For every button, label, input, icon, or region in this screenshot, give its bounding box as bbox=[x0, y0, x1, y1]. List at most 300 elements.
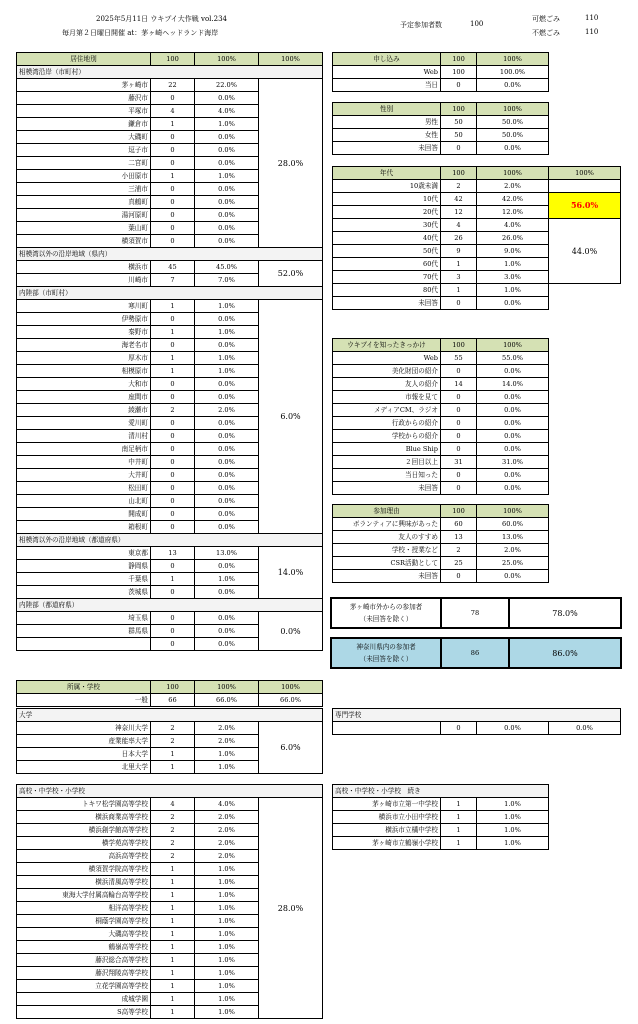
university-label: 北里大学 bbox=[17, 761, 151, 774]
inside-pref-note: （未回答を除く） bbox=[359, 655, 413, 663]
trigger-table bbox=[332, 338, 549, 495]
table-row bbox=[333, 469, 549, 482]
table-row bbox=[17, 79, 323, 92]
residence-count: 0 bbox=[151, 560, 195, 573]
age-count: 26 bbox=[441, 232, 477, 245]
age-label: 80代 bbox=[333, 284, 441, 297]
residence-group-title: 相模湾以外の沿岸地域（県内） bbox=[17, 248, 323, 261]
university-summary: 6.0% bbox=[259, 722, 323, 774]
residence-pct: 0.0% bbox=[195, 612, 259, 625]
age-label: 60代 bbox=[333, 258, 441, 271]
trigger-pct: 0.0% bbox=[477, 391, 549, 404]
inside-pref-label: 神奈川県内の参加者 bbox=[356, 643, 416, 651]
residence-pct: 0.0% bbox=[195, 339, 259, 352]
residence-label: 群馬県 bbox=[17, 625, 151, 638]
age-count: 9 bbox=[441, 245, 477, 258]
school-label: 立花学園高等学校 bbox=[17, 980, 151, 993]
school-pct: 1.0% bbox=[195, 1006, 259, 1019]
gender-count: 50 bbox=[441, 116, 477, 129]
residence-label: 小田原市 bbox=[17, 170, 151, 183]
age-pct: 9.0% bbox=[477, 245, 549, 258]
residence-label: 相模原市 bbox=[17, 365, 151, 378]
residence-label: 海老名市 bbox=[17, 339, 151, 352]
trigger-count: 0 bbox=[441, 391, 477, 404]
school-count: 2 bbox=[151, 824, 195, 837]
residence-label: 東京都 bbox=[17, 547, 151, 560]
outside-city-count: 78 bbox=[441, 598, 509, 628]
residence-count: 0 bbox=[151, 339, 195, 352]
residence-label: 静岡県 bbox=[17, 560, 151, 573]
trigger-count: 0 bbox=[441, 430, 477, 443]
residence-pct: 0.0% bbox=[195, 92, 259, 105]
reason-header-pct: 100% bbox=[477, 505, 549, 518]
residence-label: 真鶴町 bbox=[17, 196, 151, 209]
residence-pct: 0.0% bbox=[195, 131, 259, 144]
school-cont-label: 横浜市立橘中学校 bbox=[333, 824, 441, 837]
outside-city-label: 茅ヶ崎市外からの参加者 bbox=[349, 603, 423, 611]
residence-pct: 1.0% bbox=[195, 170, 259, 183]
table-row bbox=[333, 378, 549, 391]
table-row bbox=[333, 798, 549, 811]
residence-count: 1 bbox=[151, 573, 195, 586]
school-pct: 2.0% bbox=[195, 850, 259, 863]
age-pct: 1.0% bbox=[477, 284, 549, 297]
trigger-header-count: 100 bbox=[441, 339, 477, 352]
residence-pct: 22.0% bbox=[195, 79, 259, 92]
residence-label: 横浜市 bbox=[17, 261, 151, 274]
table-row bbox=[333, 531, 549, 544]
residence-count: 0 bbox=[151, 183, 195, 196]
residence-label: 逗子市 bbox=[17, 144, 151, 157]
residence-label: 茨城県 bbox=[17, 586, 151, 599]
school-label: 鶴嶺高等学校 bbox=[17, 941, 151, 954]
table-row bbox=[333, 518, 549, 531]
university-label: 産業能率大学 bbox=[17, 735, 151, 748]
residence-label: 清川村 bbox=[17, 430, 151, 443]
university-count: 1 bbox=[151, 748, 195, 761]
school-pct: 4.0% bbox=[195, 798, 259, 811]
residence-count: 0 bbox=[151, 495, 195, 508]
university-label: 日本大学 bbox=[17, 748, 151, 761]
residence-label: 箱根町 bbox=[17, 521, 151, 534]
residence-header-3: 100% bbox=[259, 53, 323, 66]
age-summary-empty bbox=[549, 297, 621, 310]
school-count: 1 bbox=[151, 876, 195, 889]
school-cont-pct: 1.0% bbox=[477, 824, 549, 837]
age-count: 4 bbox=[441, 219, 477, 232]
reason-pct: 13.0% bbox=[477, 531, 549, 544]
school-pct: 2.0% bbox=[195, 837, 259, 850]
table-row bbox=[333, 219, 621, 232]
residence-label: 大井町 bbox=[17, 469, 151, 482]
residence-pct: 0.0% bbox=[195, 391, 259, 404]
table-row bbox=[333, 365, 549, 378]
gender-count: 0 bbox=[441, 142, 477, 155]
residence-pct: 0.0% bbox=[195, 508, 259, 521]
school-pct: 1.0% bbox=[195, 928, 259, 941]
residence-label: 鎌倉市 bbox=[17, 118, 151, 131]
residence-pct: 0.0% bbox=[195, 196, 259, 209]
trigger-label: 未回答 bbox=[333, 482, 441, 495]
gender-pct: 50.0% bbox=[477, 129, 549, 142]
age-pct: 42.0% bbox=[477, 193, 549, 206]
inside-pref-count: 86 bbox=[441, 638, 509, 668]
school-pct: 2.0% bbox=[195, 824, 259, 837]
residence-label: 葉山町 bbox=[17, 222, 151, 235]
residence-label: 秦野市 bbox=[17, 326, 151, 339]
school-cont-count: 1 bbox=[441, 798, 477, 811]
trigger-header-label: ウキブイを知ったきっかけ bbox=[333, 339, 441, 352]
residence-count: 2 bbox=[151, 404, 195, 417]
school-label: 桐蔭学園高等学校 bbox=[17, 915, 151, 928]
residence-count: 0 bbox=[151, 521, 195, 534]
affiliation-table bbox=[16, 680, 323, 707]
gender-label: 未回答 bbox=[333, 142, 441, 155]
school-cont-pct: 1.0% bbox=[477, 798, 549, 811]
residence-count: 0 bbox=[151, 313, 195, 326]
residence-pct: 0.0% bbox=[195, 586, 259, 599]
schools-title: 高校・中学校・小学校 bbox=[17, 785, 323, 798]
school-pct: 1.0% bbox=[195, 967, 259, 980]
university-label: 神奈川大学 bbox=[17, 722, 151, 735]
school-pct: 1.0% bbox=[195, 902, 259, 915]
school-count: 1 bbox=[151, 980, 195, 993]
vocational-title: 専門学校 bbox=[333, 709, 621, 722]
residence-label: 埼玉県 bbox=[17, 612, 151, 625]
school-pct: 1.0% bbox=[195, 954, 259, 967]
general-summary: 66.0% bbox=[259, 694, 323, 707]
table-row bbox=[17, 798, 323, 811]
table-row bbox=[333, 557, 549, 570]
school-pct: 1.0% bbox=[195, 980, 259, 993]
age-count: 1 bbox=[441, 284, 477, 297]
gender-label: 男性 bbox=[333, 116, 441, 129]
school-count: 2 bbox=[151, 850, 195, 863]
age-count: 0 bbox=[441, 297, 477, 310]
age-label: 20代 bbox=[333, 206, 441, 219]
residence-count: 1 bbox=[151, 300, 195, 313]
residence-pct: 0.0% bbox=[195, 378, 259, 391]
vocational-label bbox=[333, 722, 441, 735]
university-count: 1 bbox=[151, 761, 195, 774]
residence-count: 0 bbox=[151, 443, 195, 456]
university-pct: 2.0% bbox=[195, 735, 259, 748]
residence-pct: 13.0% bbox=[195, 547, 259, 560]
application-header-count: 100 bbox=[441, 53, 477, 66]
vocational-pct: 0.0% bbox=[477, 722, 549, 735]
table-row bbox=[17, 547, 323, 560]
reason-label: ボランティアに興味があった bbox=[333, 518, 441, 531]
residence-group-summary: 6.0% bbox=[259, 300, 323, 534]
school-pct: 1.0% bbox=[195, 941, 259, 954]
residence-table bbox=[16, 52, 323, 651]
gender-pct: 50.0% bbox=[477, 116, 549, 129]
age-pct: 3.0% bbox=[477, 271, 549, 284]
residence-pct: 0.0% bbox=[195, 222, 259, 235]
school-pct: 1.0% bbox=[195, 863, 259, 876]
residence-group-summary: 52.0% bbox=[259, 261, 323, 287]
participants-label: 予定参加者数 bbox=[400, 21, 442, 29]
table-row bbox=[333, 417, 549, 430]
reason-label: 学校・授業など bbox=[333, 544, 441, 557]
trigger-pct: 31.0% bbox=[477, 456, 549, 469]
table-row bbox=[333, 79, 549, 92]
age-label: 30代 bbox=[333, 219, 441, 232]
gender-table bbox=[332, 102, 549, 155]
residence-count: 0 bbox=[151, 235, 195, 248]
residence-header-1: 100 bbox=[151, 53, 195, 66]
outside-city-box bbox=[330, 597, 622, 629]
school-count: 1 bbox=[151, 941, 195, 954]
age-header-label: 年代 bbox=[333, 167, 441, 180]
gender-count: 50 bbox=[441, 129, 477, 142]
school-count: 1 bbox=[151, 902, 195, 915]
trigger-count: 0 bbox=[441, 443, 477, 456]
affiliation-header-count: 100 bbox=[151, 681, 195, 694]
residence-pct: 1.0% bbox=[195, 365, 259, 378]
table-row bbox=[333, 116, 549, 129]
residence-label: 松田町 bbox=[17, 482, 151, 495]
residence-count: 0 bbox=[151, 157, 195, 170]
trigger-pct: 55.0% bbox=[477, 352, 549, 365]
residence-pct: 0.0% bbox=[195, 209, 259, 222]
table-row bbox=[333, 811, 549, 824]
age-label: 10歳未満 bbox=[333, 180, 441, 193]
trigger-pct: 0.0% bbox=[477, 417, 549, 430]
residence-count: 0 bbox=[151, 144, 195, 157]
school-label: 藤沢翔陵高等学校 bbox=[17, 967, 151, 980]
table-row bbox=[333, 142, 549, 155]
school-count: 1 bbox=[151, 915, 195, 928]
residence-count: 0 bbox=[151, 456, 195, 469]
age-pct: 0.0% bbox=[477, 297, 549, 310]
school-label: 成城学園 bbox=[17, 993, 151, 1006]
application-label: Web bbox=[333, 66, 441, 79]
school-label: 横浜清風高等学校 bbox=[17, 876, 151, 889]
age-label: 70代 bbox=[333, 271, 441, 284]
nonburnable-value: 110 bbox=[585, 28, 599, 36]
table-row bbox=[333, 482, 549, 495]
residence-label: 中井町 bbox=[17, 456, 151, 469]
age-pct: 1.0% bbox=[477, 258, 549, 271]
burnable-value: 110 bbox=[585, 14, 599, 22]
gender-header-count: 100 bbox=[441, 103, 477, 116]
school-label: S高等学校 bbox=[17, 1006, 151, 1019]
trigger-label: メディアCM、ラジオ bbox=[333, 404, 441, 417]
university-table bbox=[16, 708, 323, 774]
residence-pct: 0.0% bbox=[195, 430, 259, 443]
residence-pct: 0.0% bbox=[195, 482, 259, 495]
residence-count: 4 bbox=[151, 105, 195, 118]
residence-label: 三浦市 bbox=[17, 183, 151, 196]
age-header-pct: 100% bbox=[477, 167, 549, 180]
reason-table bbox=[332, 504, 549, 583]
age-count: 12 bbox=[441, 206, 477, 219]
trigger-count: 31 bbox=[441, 456, 477, 469]
residence-pct: 1.0% bbox=[195, 352, 259, 365]
residence-count: 0 bbox=[151, 469, 195, 482]
residence-count: 7 bbox=[151, 274, 195, 287]
trigger-count: 14 bbox=[441, 378, 477, 391]
residence-label: 開成町 bbox=[17, 508, 151, 521]
residence-group-summary: 0.0% bbox=[259, 612, 323, 651]
reason-header-count: 100 bbox=[441, 505, 477, 518]
reason-pct: 25.0% bbox=[477, 557, 549, 570]
residence-pct: 1.0% bbox=[195, 326, 259, 339]
residence-label: 大和市 bbox=[17, 378, 151, 391]
residence-pct: 7.0% bbox=[195, 274, 259, 287]
age-summary-old: 44.0% bbox=[549, 219, 621, 284]
residence-pct: 0.0% bbox=[195, 625, 259, 638]
residence-label: 山北町 bbox=[17, 495, 151, 508]
age-pct: 26.0% bbox=[477, 232, 549, 245]
reason-label: 未回答 bbox=[333, 570, 441, 583]
schools-cont-title: 高校・中学校・小学校 続き bbox=[333, 785, 549, 798]
school-pct: 1.0% bbox=[195, 915, 259, 928]
table-row bbox=[333, 391, 549, 404]
age-header-summary: 100% bbox=[549, 167, 621, 180]
age-table bbox=[332, 166, 621, 310]
trigger-label: 友人の紹介 bbox=[333, 378, 441, 391]
school-label: 相洋高等学校 bbox=[17, 902, 151, 915]
age-label: 10代 bbox=[333, 193, 441, 206]
trigger-count: 0 bbox=[441, 365, 477, 378]
school-cont-count: 1 bbox=[441, 837, 477, 850]
age-summary-young: 56.0% bbox=[549, 193, 621, 219]
reason-count: 2 bbox=[441, 544, 477, 557]
residence-group-summary: 28.0% bbox=[259, 79, 323, 248]
trigger-label: ２回目以上 bbox=[333, 456, 441, 469]
residence-header-2: 100% bbox=[195, 53, 259, 66]
nonburnable-label: 不燃ごみ bbox=[532, 29, 560, 37]
trigger-label: 市報を見て bbox=[333, 391, 441, 404]
table-row bbox=[333, 544, 549, 557]
school-pct: 1.0% bbox=[195, 889, 259, 902]
residence-count: 0 bbox=[151, 586, 195, 599]
residence-group-title: 内陸部（都道府県） bbox=[17, 599, 323, 612]
trigger-pct: 0.0% bbox=[477, 404, 549, 417]
trigger-label: 行政からの紹介 bbox=[333, 417, 441, 430]
residence-count: 1 bbox=[151, 365, 195, 378]
trigger-pct: 0.0% bbox=[477, 443, 549, 456]
residence-pct: 0.0% bbox=[195, 521, 259, 534]
university-count: 2 bbox=[151, 735, 195, 748]
reason-count: 13 bbox=[441, 531, 477, 544]
residence-label: 大磯町 bbox=[17, 131, 151, 144]
residence-pct: 0.0% bbox=[195, 443, 259, 456]
residence-count: 0 bbox=[151, 131, 195, 144]
age-label: 40代 bbox=[333, 232, 441, 245]
table-row bbox=[333, 430, 549, 443]
table-row bbox=[333, 824, 549, 837]
table-row bbox=[333, 404, 549, 417]
school-pct: 1.0% bbox=[195, 993, 259, 1006]
residence-pct: 4.0% bbox=[195, 105, 259, 118]
school-count: 2 bbox=[151, 837, 195, 850]
school-count: 1 bbox=[151, 1006, 195, 1019]
trigger-pct: 14.0% bbox=[477, 378, 549, 391]
residence-pct: 0.0% bbox=[195, 456, 259, 469]
residence-pct: 0.0% bbox=[195, 313, 259, 326]
table-row bbox=[17, 612, 323, 625]
age-count: 3 bbox=[441, 271, 477, 284]
residence-count: 0 bbox=[151, 482, 195, 495]
trigger-label: 美化財団の紹介 bbox=[333, 365, 441, 378]
university-pct: 2.0% bbox=[195, 722, 259, 735]
school-count: 4 bbox=[151, 798, 195, 811]
residence-label: 寒川町 bbox=[17, 300, 151, 313]
school-label: 横浜商業高等学校 bbox=[17, 811, 151, 824]
school-count: 1 bbox=[151, 889, 195, 902]
residence-label: 横須賀市 bbox=[17, 235, 151, 248]
school-cont-label: 茅ヶ崎市立鶴嶺小学校 bbox=[333, 837, 441, 850]
university-title: 大学 bbox=[17, 709, 323, 722]
residence-label: 二宮町 bbox=[17, 157, 151, 170]
age-pct: 2.0% bbox=[477, 180, 549, 193]
university-count: 2 bbox=[151, 722, 195, 735]
application-pct: 100.0% bbox=[477, 66, 549, 79]
residence-label: 茅ヶ崎市 bbox=[17, 79, 151, 92]
residence-pct: 0.0% bbox=[195, 144, 259, 157]
schools-summary: 28.0% bbox=[259, 798, 323, 1019]
residence-label: 南足柄市 bbox=[17, 443, 151, 456]
application-table bbox=[332, 52, 549, 92]
residence-pct: 0.0% bbox=[195, 417, 259, 430]
table-row bbox=[333, 66, 549, 79]
vocational-table bbox=[332, 708, 621, 735]
trigger-pct: 0.0% bbox=[477, 430, 549, 443]
vocational-count: 0 bbox=[441, 722, 477, 735]
residence-count: 13 bbox=[151, 547, 195, 560]
residence-group-title: 相模湾以外の沿岸地域（都道府県） bbox=[17, 534, 323, 547]
reason-label: 友人のすすめ bbox=[333, 531, 441, 544]
reason-pct: 2.0% bbox=[477, 544, 549, 557]
residence-pct: 0.0% bbox=[195, 469, 259, 482]
table-row bbox=[17, 722, 323, 735]
school-label: 高浜高等学校 bbox=[17, 850, 151, 863]
application-pct: 0.0% bbox=[477, 79, 549, 92]
university-pct: 1.0% bbox=[195, 748, 259, 761]
residence-count: 1 bbox=[151, 170, 195, 183]
residence-label bbox=[17, 638, 151, 651]
trigger-label: Web bbox=[333, 352, 441, 365]
age-count: 2 bbox=[441, 180, 477, 193]
school-label: 東海大学付属高輪台高等学校 bbox=[17, 889, 151, 902]
residence-count: 1 bbox=[151, 118, 195, 131]
age-pct: 12.0% bbox=[477, 206, 549, 219]
vocational-summary: 0.0% bbox=[549, 722, 621, 735]
trigger-count: 0 bbox=[441, 404, 477, 417]
residence-pct: 0.0% bbox=[195, 183, 259, 196]
residence-count: 0 bbox=[151, 612, 195, 625]
residence-count: 0 bbox=[151, 196, 195, 209]
school-count: 2 bbox=[151, 811, 195, 824]
residence-pct: 0.0% bbox=[195, 495, 259, 508]
affiliation-header-pct: 100% bbox=[195, 681, 259, 694]
trigger-pct: 0.0% bbox=[477, 469, 549, 482]
residence-count: 0 bbox=[151, 391, 195, 404]
inside-pref-box bbox=[330, 637, 622, 669]
residence-label: 藤沢市 bbox=[17, 92, 151, 105]
affiliation-header-label: 所属・学校 bbox=[17, 681, 151, 694]
trigger-label: Blue Ship bbox=[333, 443, 441, 456]
residence-count: 0 bbox=[151, 625, 195, 638]
reason-pct: 60.0% bbox=[477, 518, 549, 531]
residence-count: 1 bbox=[151, 326, 195, 339]
residence-pct: 0.0% bbox=[195, 235, 259, 248]
trigger-count: 55 bbox=[441, 352, 477, 365]
gender-label: 女性 bbox=[333, 129, 441, 142]
